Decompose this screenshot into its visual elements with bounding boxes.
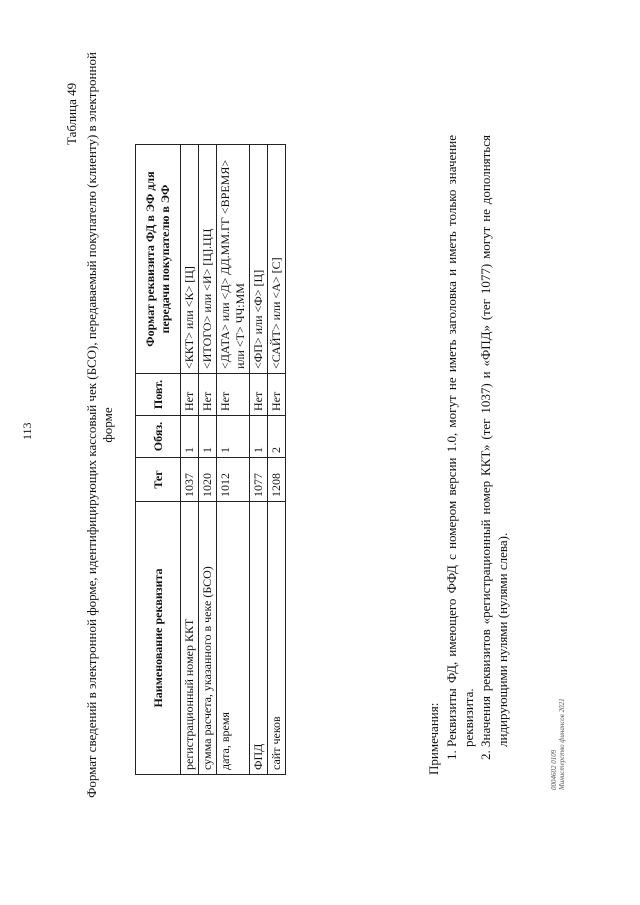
header-obligatory: Обяз. [136,416,181,458]
note-item: 2. Значения реквизитов «регистрационный номер ККТ» (тег 1037) и «ФПД» (тег 1077) могут не дополняться лидирующими нулями (нулями слева). [477,135,511,747]
requisites-table [135,144,286,775]
notes-list [443,135,511,775]
cell-name: регистрационный номер ККТ [181,502,199,775]
cell-obligatory: 1 [181,416,199,458]
table-row [199,145,217,775]
cell-tag: 1037 [181,458,199,502]
scan-stamp [550,698,566,790]
cell-repeat: Нет [181,374,199,416]
cell-tag: 1208 [268,458,286,502]
note-item: 1. Реквизиты ФД, имеющего ФФД с номером версии 1.0, могут не иметь заголовка и иметь только значение реквизита. [443,135,477,747]
header-name: Наименование реквизита [136,502,181,775]
cell-format: <САЙТ> или <А> [С] [268,145,286,374]
cell-format: <ИТОГО> или <И> [Ц].ЦЦ [199,145,217,374]
table-label: Таблица 49 [64,82,79,145]
document-title: Формат сведений в электронной форме, идентифицирующих кассовый чек (БСО), передаваемый покупателю (клиенту) в электронной форме [84,52,115,798]
cell-repeat: Нет [217,374,250,416]
cell-repeat: Нет [250,374,268,416]
table-row [217,145,250,775]
notes-section [425,135,511,775]
notes-heading: Примечания: [426,702,441,775]
header-format: Формат реквизита ФД в ЭФ для передачи покупателю в ЭФ [136,145,181,374]
stamp-line: Министерство финансов 2021 [558,698,566,790]
table-row [250,145,268,775]
cell-repeat: Нет [199,374,217,416]
cell-tag: 1020 [199,458,217,502]
page-number: 113 [20,422,34,440]
cell-repeat: Нет [268,374,286,416]
header-tag: Тег [136,458,181,502]
table-row [181,145,199,775]
cell-tag: 1077 [250,458,268,502]
header-repeat: Повт. [136,374,181,416]
cell-name: сумма расчета, указанного в чеке (БСО) [199,502,217,775]
stamp-line: 0004602 0109 [550,749,558,790]
cell-name: ФПД [250,502,268,775]
cell-obligatory: 1 [199,416,217,458]
cell-tag: 1012 [217,458,250,502]
table-row [268,145,286,775]
table-header-row [136,145,181,775]
cell-format: <ДАТА> или <Д> ДД.ММ.ГГ <ВРЕМЯ> или <Т> ЧЧ:ММ [217,145,250,374]
cell-name: дата, время [217,502,250,775]
cell-format: <ККТ> или <К> [Ц] [181,145,199,374]
cell-obligatory: 1 [217,416,250,458]
cell-name: сайт чеков [268,502,286,775]
cell-format: <ФП> или <Ф> [Ц] [250,145,268,374]
cell-obligatory: 1 [250,416,268,458]
cell-obligatory: 2 [268,416,286,458]
